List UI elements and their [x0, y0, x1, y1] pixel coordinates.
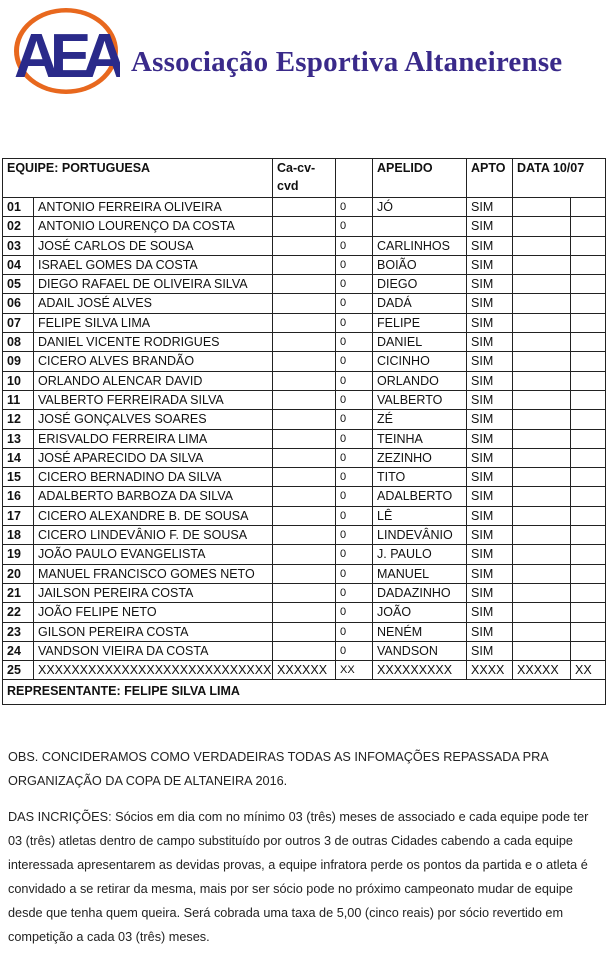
player-apto: SIM: [467, 255, 513, 274]
player-date-2: [571, 526, 606, 545]
player-name: ERISVALDO FERREIRA LIMA: [34, 429, 273, 448]
player-name: ANTONIO LOURENÇO DA COSTA: [34, 217, 273, 236]
player-name: JAILSON PEREIRA COSTA: [34, 583, 273, 602]
player-cacv: [273, 622, 336, 641]
player-nickname: NENÉM: [373, 622, 467, 641]
player-date-2: [571, 236, 606, 255]
player-zero: 0: [336, 313, 373, 332]
player-date-2: [571, 352, 606, 371]
player-cacv: [273, 198, 336, 217]
representative-row: [3, 680, 606, 705]
player-date-2: [571, 313, 606, 332]
player-date-1: [513, 603, 571, 622]
player-apto: SIM: [467, 583, 513, 602]
player-zero: 0: [336, 275, 373, 294]
table-row: [3, 313, 606, 332]
player-nickname: ADALBERTO: [373, 487, 467, 506]
player-date-2: [571, 390, 606, 409]
player-number: 16: [3, 487, 34, 506]
player-zero: 0: [336, 603, 373, 622]
player-apto: XXXX: [467, 661, 513, 680]
player-cacv: [273, 255, 336, 274]
player-zero: XX: [336, 661, 373, 680]
player-zero: 0: [336, 255, 373, 274]
player-date-2: [571, 622, 606, 641]
player-number: 01: [3, 198, 34, 217]
player-zero: 0: [336, 390, 373, 409]
player-zero: 0: [336, 217, 373, 236]
player-number: 19: [3, 545, 34, 564]
player-number: 22: [3, 603, 34, 622]
player-zero: 0: [336, 294, 373, 313]
player-nickname: JÓ: [373, 198, 467, 217]
player-name: JOÃO PAULO EVANGELISTA: [34, 545, 273, 564]
player-zero: 0: [336, 545, 373, 564]
player-number: 18: [3, 526, 34, 545]
table-row: [3, 603, 606, 622]
player-date-1: [513, 294, 571, 313]
player-date-1: [513, 506, 571, 525]
player-nickname: TEINHA: [373, 429, 467, 448]
player-name: ADALBERTO BARBOZA DA SILVA: [34, 487, 273, 506]
table-row: [3, 371, 606, 390]
player-apto: SIM: [467, 487, 513, 506]
player-date-1: XXXXX: [513, 661, 571, 680]
player-name: DIEGO RAFAEL DE OLIVEIRA SILVA: [34, 275, 273, 294]
player-cacv: [273, 294, 336, 313]
player-nickname: DADAZINHO: [373, 583, 467, 602]
player-date-1: [513, 371, 571, 390]
player-date-1: [513, 545, 571, 564]
player-number: 14: [3, 448, 34, 467]
player-apto: SIM: [467, 390, 513, 409]
player-cacv: [273, 468, 336, 487]
player-cacv: [273, 390, 336, 409]
player-cacv: [273, 641, 336, 660]
table-row: [3, 333, 606, 352]
player-zero: 0: [336, 506, 373, 525]
player-number: 23: [3, 622, 34, 641]
player-number: 11: [3, 390, 34, 409]
observation-note: OBS. CONCIDERAMOS COMO VERDADEIRAS TODAS AS INFOMAÇÕES REPASSADA PRA ORGANIZAÇÃO DA COPA DE ALTANEIRA 2016.: [8, 750, 549, 788]
player-date-2: [571, 410, 606, 429]
player-date-2: [571, 275, 606, 294]
player-name: XXXXXXXXXXXXXXXXXXXXXXXXXXXX: [34, 661, 273, 680]
player-name: ANTONIO FERREIRA OLIVEIRA: [34, 198, 273, 217]
representative-label: REPRESENTANTE: FELIPE SILVA LIMA: [3, 680, 606, 705]
player-nickname: ZEZINHO: [373, 448, 467, 467]
player-zero: 0: [336, 564, 373, 583]
player-cacv: [273, 487, 336, 506]
player-nickname: LÊ: [373, 506, 467, 525]
player-zero: 0: [336, 448, 373, 467]
player-name: ADAIL JOSÉ ALVES: [34, 294, 273, 313]
player-number: 05: [3, 275, 34, 294]
player-name: DANIEL VICENTE RODRIGUES: [34, 333, 273, 352]
player-date-2: [571, 583, 606, 602]
player-date-1: [513, 217, 571, 236]
table-row: [3, 255, 606, 274]
player-date-2: [571, 429, 606, 448]
player-date-2: [571, 448, 606, 467]
player-date-2: [571, 564, 606, 583]
player-nickname: [373, 217, 467, 236]
player-date-1: [513, 622, 571, 641]
player-name: MANUEL FRANCISCO GOMES NETO: [34, 564, 273, 583]
table-row: [3, 622, 606, 641]
column-header-apto: APTO: [467, 159, 513, 198]
player-zero: 0: [336, 526, 373, 545]
player-cacv: [273, 448, 336, 467]
player-date-1: [513, 255, 571, 274]
player-number: 03: [3, 236, 34, 255]
table-row: [3, 487, 606, 506]
player-date-1: [513, 641, 571, 660]
player-date-2: [571, 545, 606, 564]
player-date-2: [571, 198, 606, 217]
table-row: [3, 198, 606, 217]
player-number: 12: [3, 410, 34, 429]
player-date-1: [513, 583, 571, 602]
roster-table: [2, 158, 606, 705]
player-number: 09: [3, 352, 34, 371]
player-zero: 0: [336, 333, 373, 352]
player-zero: 0: [336, 352, 373, 371]
player-date-2: [571, 255, 606, 274]
player-nickname: LINDEVÂNIO: [373, 526, 467, 545]
player-apto: SIM: [467, 352, 513, 371]
player-nickname: DADÁ: [373, 294, 467, 313]
player-nickname: ZÉ: [373, 410, 467, 429]
player-cacv: [273, 333, 336, 352]
table-row: [3, 468, 606, 487]
player-number: 24: [3, 641, 34, 660]
player-nickname: VALBERTO: [373, 390, 467, 409]
player-nickname: JOÃO: [373, 603, 467, 622]
player-apto: SIM: [467, 468, 513, 487]
player-apto: SIM: [467, 198, 513, 217]
table-row: [3, 410, 606, 429]
player-name: VANDSON VIEIRA DA COSTA: [34, 641, 273, 660]
player-nickname: TITO: [373, 468, 467, 487]
player-date-1: [513, 468, 571, 487]
table-row: [3, 661, 606, 680]
player-cacv: [273, 545, 336, 564]
player-name: CICERO BERNADINO DA SILVA: [34, 468, 273, 487]
player-apto: SIM: [467, 564, 513, 583]
player-zero: 0: [336, 429, 373, 448]
player-apto: SIM: [467, 371, 513, 390]
player-name: ORLANDO ALENCAR DAVID: [34, 371, 273, 390]
player-nickname: CICINHO: [373, 352, 467, 371]
player-date-2: [571, 294, 606, 313]
player-apto: SIM: [467, 622, 513, 641]
player-cacv: [273, 371, 336, 390]
organization-name: Associação Esportiva Altaneirense: [131, 46, 563, 78]
player-name: CICERO ALEXANDRE B. DE SOUSA: [34, 506, 273, 525]
player-apto: SIM: [467, 410, 513, 429]
player-apto: SIM: [467, 217, 513, 236]
player-number: 08: [3, 333, 34, 352]
player-date-1: [513, 448, 571, 467]
player-apto: SIM: [467, 641, 513, 660]
table-row: [3, 217, 606, 236]
player-date-2: [571, 217, 606, 236]
player-number: 02: [3, 217, 34, 236]
player-nickname: J. PAULO: [373, 545, 467, 564]
player-name: CICERO LINDEVÂNIO F. DE SOUSA: [34, 526, 273, 545]
player-number: 06: [3, 294, 34, 313]
player-nickname: MANUEL: [373, 564, 467, 583]
player-date-1: [513, 526, 571, 545]
player-apto: SIM: [467, 448, 513, 467]
player-nickname: FELIPE: [373, 313, 467, 332]
table-row: [3, 641, 606, 660]
player-cacv: [273, 217, 336, 236]
player-number: 17: [3, 506, 34, 525]
player-cacv: [273, 526, 336, 545]
player-date-1: [513, 487, 571, 506]
player-date-1: [513, 564, 571, 583]
player-cacv: [273, 603, 336, 622]
player-date-2: [571, 641, 606, 660]
player-nickname: VANDSON: [373, 641, 467, 660]
player-apto: SIM: [467, 603, 513, 622]
player-nickname: BOIÃO: [373, 255, 467, 274]
player-apto: SIM: [467, 236, 513, 255]
player-number: 04: [3, 255, 34, 274]
player-date-1: [513, 236, 571, 255]
player-date-2: [571, 333, 606, 352]
player-date-2: [571, 603, 606, 622]
player-nickname: XXXXXXXXX: [373, 661, 467, 680]
player-zero: 0: [336, 371, 373, 390]
player-number: 13: [3, 429, 34, 448]
player-date-1: [513, 333, 571, 352]
player-date-1: [513, 198, 571, 217]
player-name: ISRAEL GOMES DA COSTA: [34, 255, 273, 274]
player-date-2: [571, 468, 606, 487]
player-apto: SIM: [467, 275, 513, 294]
table-row: [3, 583, 606, 602]
table-row: [3, 526, 606, 545]
player-date-1: [513, 390, 571, 409]
logo-text: AEA: [14, 22, 118, 91]
player-date-1: [513, 429, 571, 448]
player-name: JOSÉ GONÇALVES SOARES: [34, 410, 273, 429]
player-cacv: [273, 583, 336, 602]
player-number: 07: [3, 313, 34, 332]
notes-section: [8, 745, 598, 961]
table-row: [3, 294, 606, 313]
player-zero: 0: [336, 198, 373, 217]
player-apto: SIM: [467, 545, 513, 564]
player-apto: SIM: [467, 506, 513, 525]
player-cacv: [273, 313, 336, 332]
column-header-apelido: APELIDO: [373, 159, 467, 198]
player-nickname: CARLINHOS: [373, 236, 467, 255]
table-row: [3, 545, 606, 564]
table-row: [3, 390, 606, 409]
registration-rules: DAS INCRIÇÕES: Sócios em dia com no mínimo 03 (três) meses de associado e cada equipe pode ter 03 (três) atletas dentro de campo substituído por outros 3 de outras Cidades cabendo a cada equipe interessada apresentarem as devidas provas, a equipe infratora perde os pontos da partida e o atleta é convidado a se retirar da mesma, mais por ser sócio pode no próximo campeonato mudar de equipe desde que tenha quem queira. Será cobrada uma taxa de 5,00 (cinco reais) por sócio revertido em competição a cada 03 (três) meses.: [8, 810, 589, 944]
player-number: 15: [3, 468, 34, 487]
aea-logo: [12, 6, 120, 96]
player-name: CICERO ALVES BRANDÃO: [34, 352, 273, 371]
player-date-1: [513, 313, 571, 332]
player-zero: 0: [336, 622, 373, 641]
player-number: 21: [3, 583, 34, 602]
player-date-1: [513, 275, 571, 294]
player-zero: 0: [336, 641, 373, 660]
player-number: 20: [3, 564, 34, 583]
table-row: [3, 506, 606, 525]
player-name: GILSON PEREIRA COSTA: [34, 622, 273, 641]
player-name: VALBERTO FERREIRADA SILVA: [34, 390, 273, 409]
player-name: JOÃO FELIPE NETO: [34, 603, 273, 622]
player-name: JOSÉ CARLOS DE SOUSA: [34, 236, 273, 255]
table-row: [3, 448, 606, 467]
team-label: EQUIPE: PORTUGUESA: [3, 159, 273, 198]
table-row: [3, 429, 606, 448]
column-header-data: DATA 10/07: [513, 159, 606, 198]
player-apto: SIM: [467, 526, 513, 545]
table-row: [3, 352, 606, 371]
player-name: JOSÉ APARECIDO DA SILVA: [34, 448, 273, 467]
player-date-1: [513, 352, 571, 371]
player-date-2: [571, 371, 606, 390]
player-date-1: [513, 410, 571, 429]
player-cacv: [273, 506, 336, 525]
player-zero: 0: [336, 410, 373, 429]
player-number: 25: [3, 661, 34, 680]
player-date-2: [571, 487, 606, 506]
player-cacv: [273, 564, 336, 583]
player-cacv: [273, 275, 336, 294]
player-name: FELIPE SILVA LIMA: [34, 313, 273, 332]
player-cacv: [273, 352, 336, 371]
table-row: [3, 236, 606, 255]
column-header-blank: [336, 159, 373, 198]
player-apto: SIM: [467, 429, 513, 448]
table-row: [3, 564, 606, 583]
player-nickname: DANIEL: [373, 333, 467, 352]
player-nickname: DIEGO: [373, 275, 467, 294]
player-nickname: ORLANDO: [373, 371, 467, 390]
player-zero: 0: [336, 236, 373, 255]
player-apto: SIM: [467, 333, 513, 352]
table-header-row: [3, 159, 606, 198]
table-row: [3, 275, 606, 294]
player-cacv: [273, 236, 336, 255]
player-apto: SIM: [467, 313, 513, 332]
player-apto: SIM: [467, 294, 513, 313]
player-cacv: [273, 410, 336, 429]
player-date-2: XX: [571, 661, 606, 680]
player-date-2: [571, 506, 606, 525]
player-zero: 0: [336, 468, 373, 487]
column-header-cacv: Ca-cv-cvd: [273, 159, 336, 198]
player-zero: 0: [336, 583, 373, 602]
player-number: 10: [3, 371, 34, 390]
player-zero: 0: [336, 487, 373, 506]
player-cacv: XXXXXX: [273, 661, 336, 680]
player-cacv: [273, 429, 336, 448]
